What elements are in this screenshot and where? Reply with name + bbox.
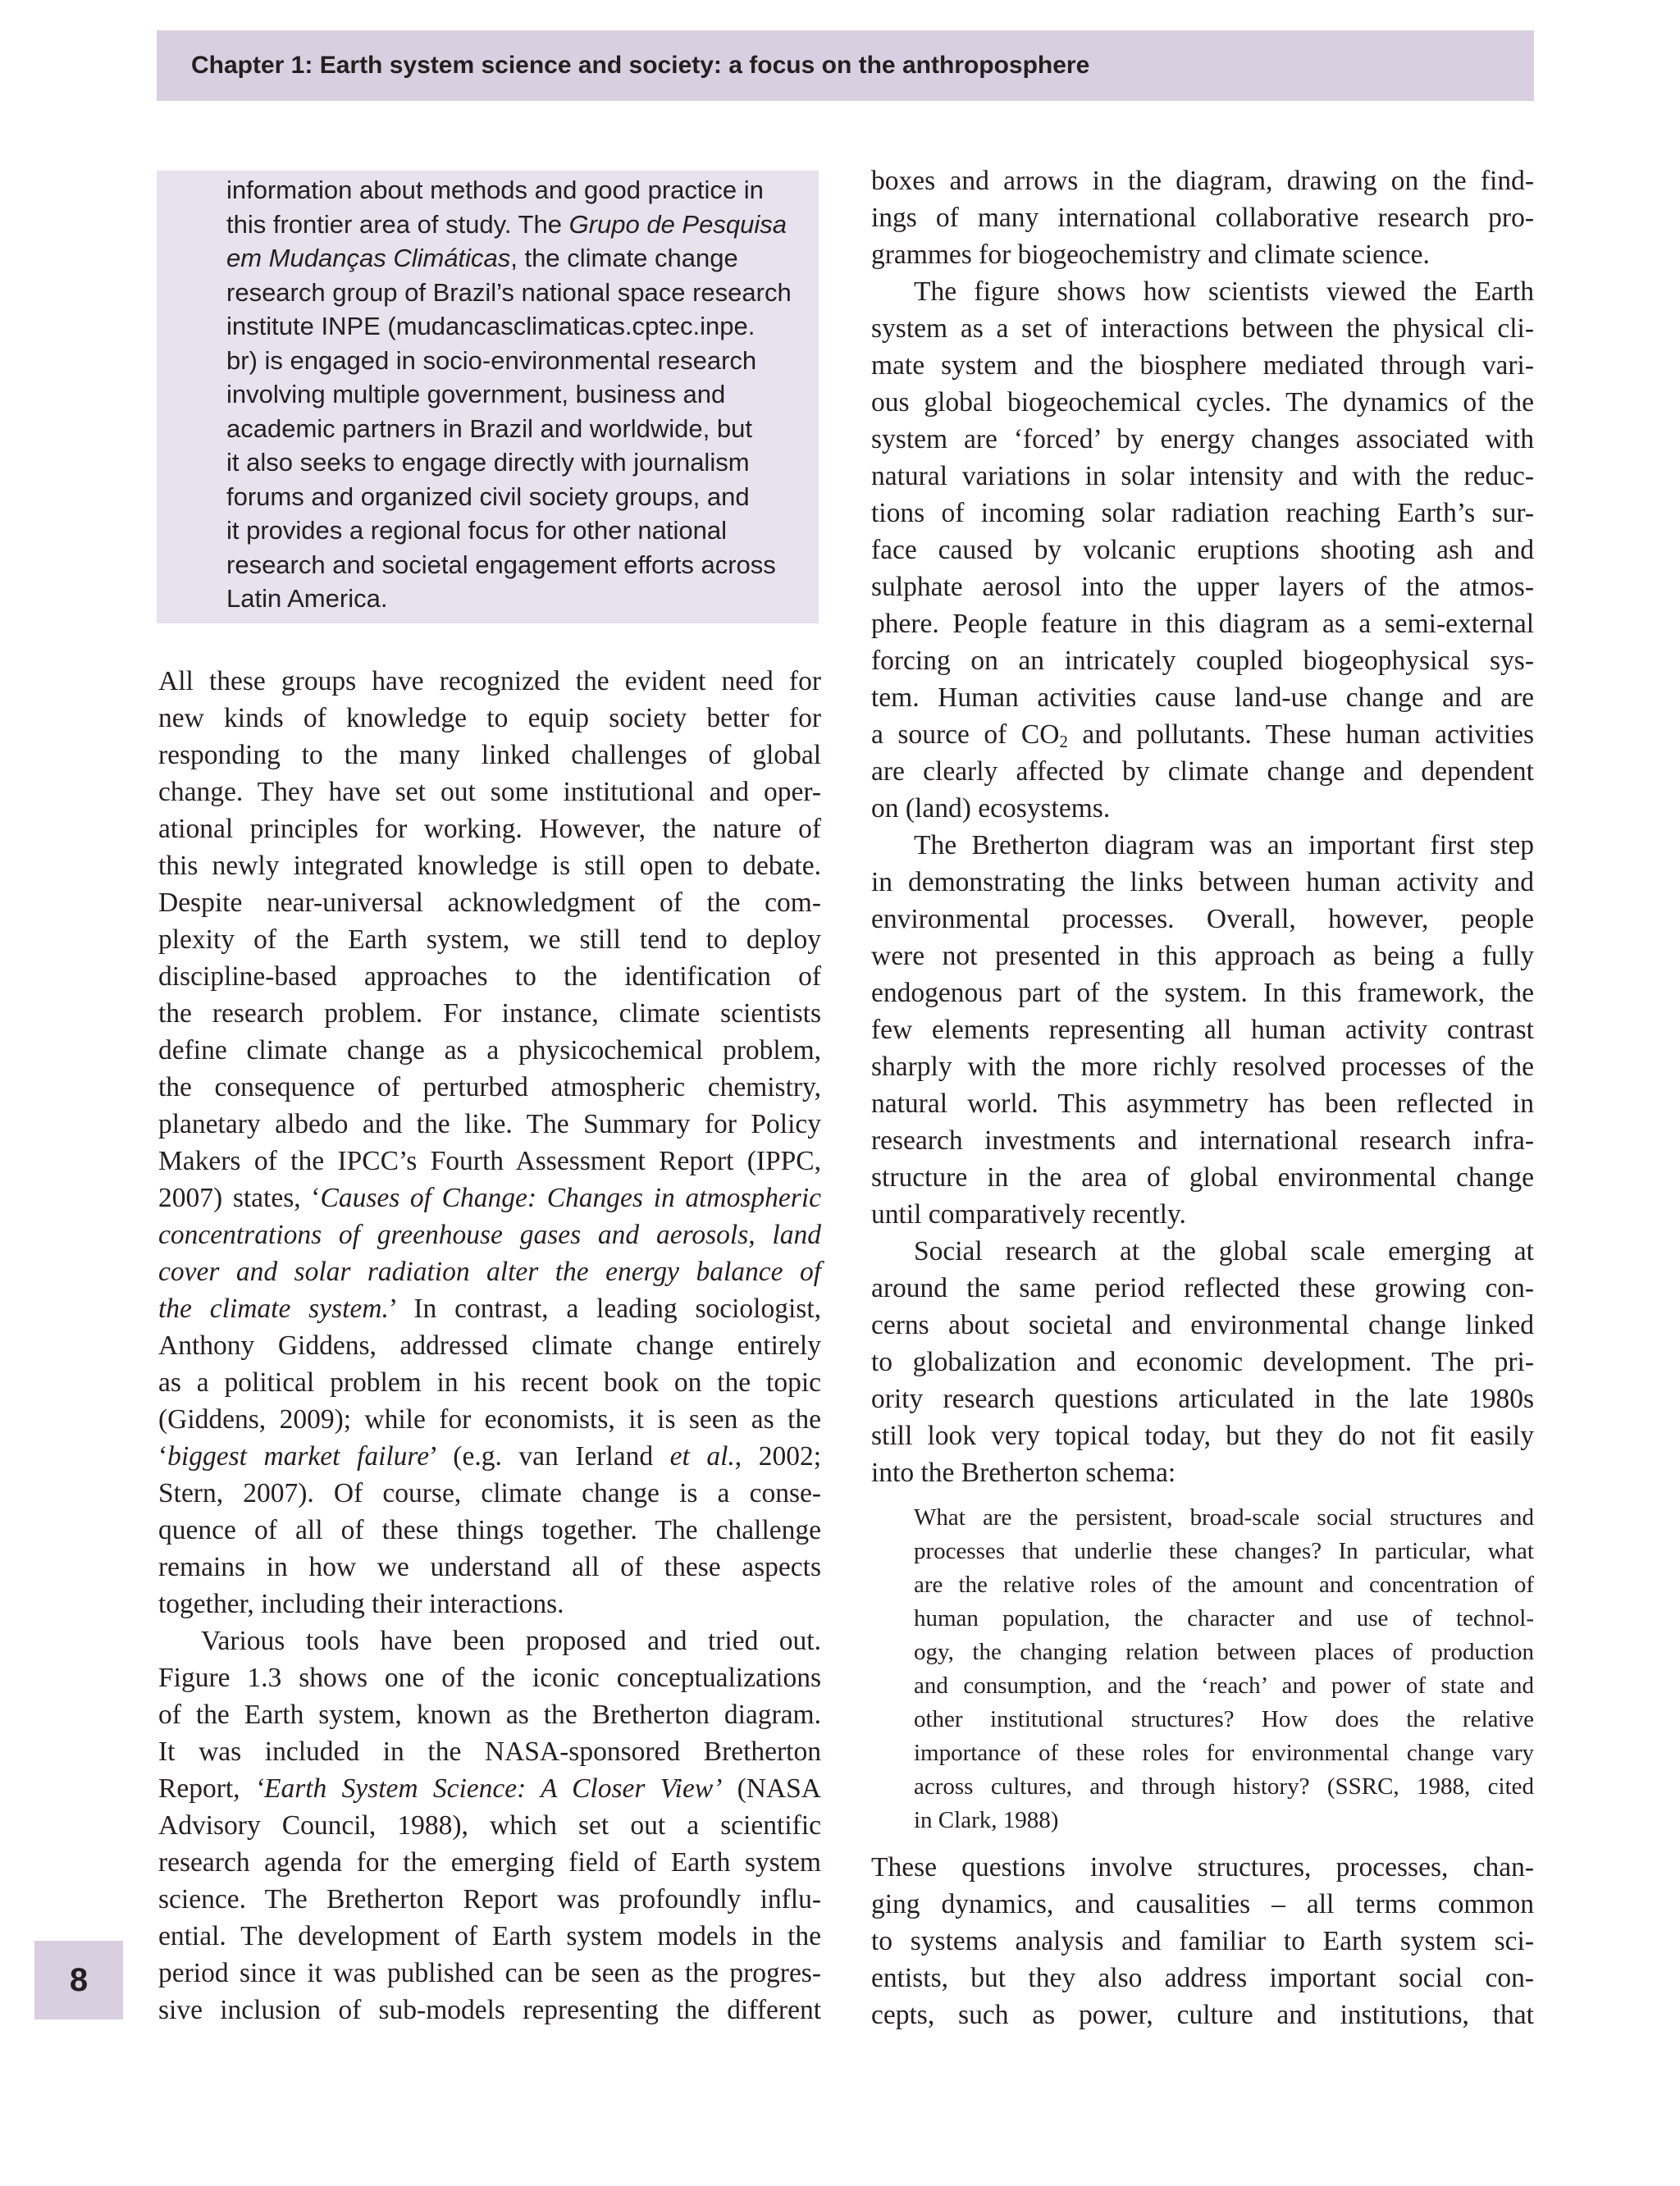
box-line: institute INPE (mudancasclimaticas.cptec.inpe. (226, 312, 756, 340)
box-line: academic partners in Brazil and worldwide, but (226, 413, 752, 443)
paragraph (871, 162, 1534, 273)
text-line: ous global biogeochemical cycles. The dynamics of the (871, 387, 1534, 418)
text-line: new kinds of knowledge to equip society better for (158, 703, 821, 733)
text-line: remains in how we understand all of these aspects (158, 1552, 821, 1582)
text-line: on (land) ecosystems. (871, 793, 1111, 824)
text-line: plexity of the Earth system, we still tend to deploy (158, 924, 821, 955)
text-line: phere. People feature in this diagram as a semi-external (871, 609, 1534, 639)
text-line: the climate system.’ In contrast, a leading sociologist, (158, 1294, 822, 1324)
text-line: ational principles for working. However, the nature of (158, 814, 821, 844)
text-line: (Giddens, 2009); while for economists, it is seen as the (158, 1404, 821, 1435)
text-line: until comparatively recently. (871, 1199, 1186, 1230)
text-line: the research problem. For instance, climate scientists (158, 998, 821, 1029)
box-line: this frontier area of study. The Grupo de Pesquisa (226, 209, 787, 239)
text-line: sharply with the more richly resolved processes of the (871, 1052, 1534, 1082)
text-line: cover and solar radiation alter the energy balance of (158, 1257, 821, 1287)
text-line: structure in the area of global environmental change (871, 1162, 1534, 1193)
text-line: quence of all of these things together. The challenge (158, 1515, 821, 1545)
text-line: few elements representing all human activity contrast (871, 1015, 1534, 1045)
text-line: a source of $CO_2$ and pollutants. These human activities (871, 719, 1534, 752)
text-line: system are ‘forced’ by energy changes associated with (871, 424, 1534, 454)
box-line: research group of Brazil’s national space research (226, 277, 792, 307)
chapter-header-band (157, 30, 1534, 101)
page-number: 8 (69, 1962, 89, 1998)
text-line: system as a set of interactions between the physical cli- (871, 313, 1534, 344)
text-line: are clearly affected by climate change and dependent (871, 756, 1534, 787)
text-line: concentrations of greenhouse gases and aerosols, land (158, 1220, 821, 1250)
text-line: still look very topical today, but they do not fit easily (871, 1421, 1534, 1451)
text-line: ential. The development of Earth system models in the (158, 1921, 821, 1951)
paragraph (158, 663, 821, 1622)
text-line: The Bretherton diagram was an important first step (914, 830, 1534, 860)
quote-line: What are the persistent, broad-scale social structures and (914, 1504, 1534, 1531)
chapter-title: Chapter 1: Earth system science and society: a focus on the anthroposphere (191, 52, 1090, 79)
text-line: to globalization and economic development. The pri- (871, 1347, 1534, 1377)
text-line: face caused by volcanic eruptions shooting ash and (871, 535, 1534, 565)
block-quote (914, 1501, 1534, 1837)
text-line: this newly integrated knowledge is still open to debate. (158, 851, 821, 881)
text-line: of the Earth system, known as the Bretherton diagram. (158, 1700, 821, 1730)
quote-line: and consumption, and the ‘reach’ and power of state and (914, 1673, 1534, 1699)
text-line: Social research at the global scale emerging at (914, 1236, 1534, 1266)
text-line: cepts, such as power, culture and institutions, that (871, 2000, 1534, 2030)
text-line: 2007) states, ‘Causes of Change: Changes in atmospheric (158, 1183, 821, 1213)
text-line: Figure 1.3 shows one of the iconic conceptualizations (158, 1663, 821, 1693)
text-line: research investments and international research infra- (871, 1125, 1534, 1156)
paragraph (871, 1849, 1534, 2033)
right-column (871, 162, 1534, 2033)
text-line: as a political problem in his recent book on the topic (158, 1367, 821, 1398)
text-line: the consequence of perturbed atmospheric chemistry, (158, 1072, 821, 1102)
text-line: sive inclusion of sub-models representing the different (158, 1995, 821, 2025)
text-line: responding to the many linked challenges of global (158, 740, 821, 770)
paragraph (871, 273, 1534, 827)
text-line: ings of many international collaborative research pro- (871, 203, 1534, 233)
text-line: Report, ‘Earth System Science: A Closer View’ (NASA (158, 1773, 821, 1804)
quote-line: in Clark, 1988) (914, 1807, 1059, 1833)
text-line: entists, but they also address important social con- (871, 1963, 1534, 1993)
box-line: information about methods and good practice in (226, 176, 764, 204)
page-number-box (34, 1941, 123, 2019)
text-line: grammes for biogeochemistry and climate science. (871, 240, 1430, 270)
text-line: tem. Human activities cause land-use change and are (871, 682, 1534, 713)
box-line: em Mudanças Climáticas, the climate change (226, 244, 738, 272)
text-line: in demonstrating the links between human activity and (871, 867, 1534, 897)
text-line: The figure shows how scientists viewed the Earth (914, 276, 1534, 307)
box-line: it also seeks to engage directly with journalism (226, 448, 750, 477)
box-line: research and societal engagement efforts across (226, 550, 776, 579)
text-line: were not presented in this approach as being a fully (871, 941, 1534, 971)
text-line: Stern, 2007). Of course, climate change is a conse- (158, 1478, 821, 1508)
text-line: together, including their interactions. (158, 1589, 564, 1619)
quote-line: human population, the character and use of technol- (914, 1605, 1534, 1632)
quote-line: ogy, the changing relation between places of production (914, 1639, 1534, 1665)
quote-line: are the relative roles of the amount and concentration of (914, 1572, 1534, 1598)
text-line: around the same period reflected these growing con- (871, 1273, 1534, 1303)
quote-line: across cultures, and through history? (SSRC, 1988, cited (914, 1773, 1534, 1800)
paragraph (158, 1622, 821, 2029)
paragraph (871, 1233, 1534, 1491)
text-line: These questions involve structures, processes, chan- (871, 1852, 1534, 1883)
left-column (158, 663, 821, 2029)
text-line: Anthony Giddens, addressed climate change entirely (158, 1330, 821, 1361)
text-line: Despite near-universal acknowledgment of the com- (158, 888, 821, 918)
box-line: br) is engaged in socio-environmental research (226, 345, 757, 375)
text-line: define climate change as a physicochemical problem, (158, 1035, 821, 1066)
text-line: natural world. This asymmetry has been reflected in (871, 1088, 1534, 1119)
text-line: period since it was published can be seen as the progres- (158, 1958, 821, 1988)
text-line: mate system and the biosphere mediated through vari- (871, 350, 1534, 381)
text-line: tions of incoming solar radiation reaching Earth’s sur- (871, 498, 1534, 528)
box-line: Latin America. (226, 584, 388, 613)
text-line: ‘biggest market failure’ (e.g. van Ierland et al., 2002; (158, 1441, 822, 1472)
quote-line: processes that underlie these changes? In particular, what (914, 1538, 1534, 1564)
text-line: to systems analysis and familiar to Earth system sci- (871, 1926, 1534, 1956)
text-line: endogenous part of the system. In this framework, the (871, 978, 1534, 1008)
text-line: planetary albedo and the like. The Summary for Policy (158, 1109, 821, 1139)
box-line: forums and organized civil society groups, and (226, 481, 750, 511)
text-line: ority research questions articulated in the late 1980s (871, 1384, 1534, 1414)
text-line: It was included in the NASA-sponsored Bretherton (158, 1736, 821, 1767)
text-line: cerns about societal and environmental change linked (871, 1310, 1534, 1340)
text-line: Various tools have been proposed and tried out. (201, 1626, 821, 1656)
text-line: forcing on an intricately coupled biogeophysical sys- (871, 646, 1534, 676)
paragraph (871, 827, 1534, 1233)
text-line: environmental processes. Overall, however, people (871, 904, 1534, 934)
text-line: change. They have set out some institutional and oper- (158, 777, 821, 807)
text-line: boxes and arrows in the diagram, drawing on the find- (871, 166, 1534, 196)
box-line: it provides a regional focus for other national (226, 516, 728, 545)
text-line: into the Bretherton schema: (871, 1458, 1176, 1488)
text-line: ging dynamics, and causalities – all terms common (871, 1889, 1534, 1919)
info-box-text (226, 173, 801, 616)
text-line: sulphate aerosol into the upper layers of the atmos- (871, 572, 1534, 602)
info-box (157, 171, 819, 623)
text-line: All these groups have recognized the evident need for (158, 666, 821, 696)
quote-line: other institutional structures? How does the relative (914, 1706, 1534, 1732)
text-line: Advisory Council, 1988), which set out a scientific (158, 1810, 821, 1841)
text-line: Makers of the IPCC’s Fourth Assessment Report (IPPC, (158, 1146, 821, 1176)
text-line: natural variations in solar intensity and with the reduc- (871, 461, 1534, 491)
text-line: discipline-based approaches to the identification of (158, 961, 821, 992)
text-line: research agenda for the emerging field of Earth system (158, 1847, 821, 1878)
text-line: science. The Bretherton Report was profoundly influ- (158, 1884, 821, 1914)
quote-line: importance of these roles for environmental change vary (914, 1740, 1534, 1766)
box-line: involving multiple government, business and (226, 380, 726, 408)
